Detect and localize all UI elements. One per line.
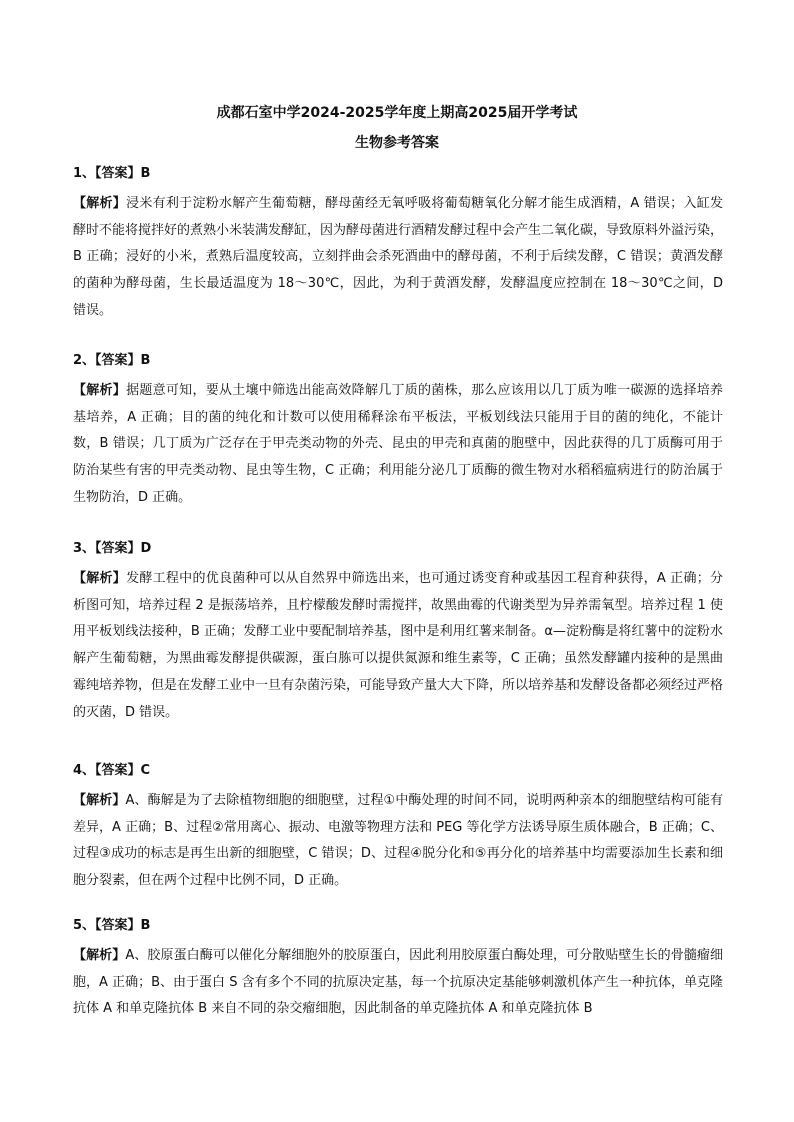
explanation-text: A、胶原蛋白酶可以催化分解细胞外的胶原蛋白，因此利用胶原蛋白酶处理，可分散贴壁生长的骨髓瘤细胞，A 正确；B、由于蛋白 S 含有多个不同的抗原决定基，每一个抗原决定基能够刺激机体产生一种抗体，单克隆抗体 A 和单克隆抗体 B 来自不同的杂交瘤细胞，因此制备的单克隆抗体 A 和单克隆抗体 B	[73, 948, 723, 1017]
explanation-text: 浸米有利于淀粉水解产生葡萄糖，酵母菌经无氧呼吸将葡萄糖氧化分解才能生成酒精，A 错误；入缸发酵时不能将搅拌好的煮熟小米装满发酵缸，因为酵母菌进行酒精发酵过程中会产生二氧化碳，导致原料外溢污染，B 正确；浸好的小米，煮熟后温度较高，立刻拌曲会杀死酒曲中的酵母菌，不利于后续发酵，C 错误；黄酒发酵的菌种为酵母菌，生长最适温度为 18～30℃，因此，为利于黄酒发酵，发酵温度应控制在 18～30℃之间，D 错误。	[73, 196, 724, 318]
document-subtitle: 生物参考答案	[355, 135, 439, 151]
answer-4-label: 4、【答案】C	[73, 763, 151, 778]
explanation-text: 据题意可知，要从土壤中筛选出能高效降解几丁质的菌株，那么应该用以几丁质为唯一碳源的选择培养基培养，A 正确；目的菌的纯化和计数可以使用稀释涂布平板法，平板划线法只能用于目的菌的纯化，不能计数，B 错误；几丁质为广泛存在于甲壳类动物的外壳、昆虫的甲壳和真菌的胞壁中，因此获得的几丁质酶可用于防治某些有害的甲壳类动物、昆虫等生物，C 正确；利用能分泌几丁质酶的微生物对水稻稻瘟病进行的防治属于生物防治，D 正确。	[73, 383, 723, 505]
explanation-tag: 【解析】	[73, 196, 127, 211]
answer-1-label: 1、【答案】B	[73, 166, 151, 181]
answer-5-label: 5、【答案】B	[73, 918, 151, 933]
explanation-text: 发酵工程中的优良菌种可以从自然界中筛选出来，也可通过诱变育种或基因工程育种获得，A 正确；分析图可知，培养过程 2 是振荡培养，且柠檬酸发酵时需搅拌，故黑曲霉的代谢类型为异养需氧型。培养过程 1 使用平板划线法接种，B 正确；发酵工业中要配制培养基，图中是利用红薯来制备。α—淀粉酶是将红薯中的淀粉水解产生葡萄糖，为黑曲霉发酵提供碳源，蛋白胨可以提供氮源和维生素等，C 正确；虽然发酵罐内接种的是黑曲霉纯培养物，但是在发酵工业中一旦有杂菌污染，可能导致产量大大下降，所以培养基和发酵设备都必须经过严格的灭菌，D 错误。	[73, 571, 724, 720]
explanation-2	[73, 378, 723, 512]
answer-2-label: 2、【答案】B	[73, 353, 151, 368]
explanation-4	[73, 788, 723, 895]
document-title: 成都石室中学2024-2025学年度上期高2025届开学考试	[216, 105, 578, 121]
explanation-tag: 【解析】	[73, 383, 127, 398]
explanation-tag: 【解析】	[73, 948, 126, 963]
answer-3-label: 3、【答案】D	[73, 541, 152, 556]
explanation-3	[73, 566, 723, 726]
explanation-tag: 【解析】	[73, 571, 127, 586]
explanation-tag: 【解析】	[73, 793, 126, 808]
explanation-1	[73, 191, 723, 325]
explanation-5	[73, 943, 723, 1023]
explanation-text: A、酶解是为了去除植物细胞的细胞壁，过程①中酶处理的时间不同，说明两种亲本的细胞壁结构可能有差异，A 正确；B、过程②常用离心、振动、电激等物理方法和 PEG 等化学方法诱导原生质体融合，B 正确；C、过程③成功的标志是再生出新的细胞壁，C 错误；D、过程④脱分化和⑤再分化的培养基中均需要添加生长素和细胞分裂素，但在两个过程中比例不同，D 正确。	[73, 793, 723, 889]
